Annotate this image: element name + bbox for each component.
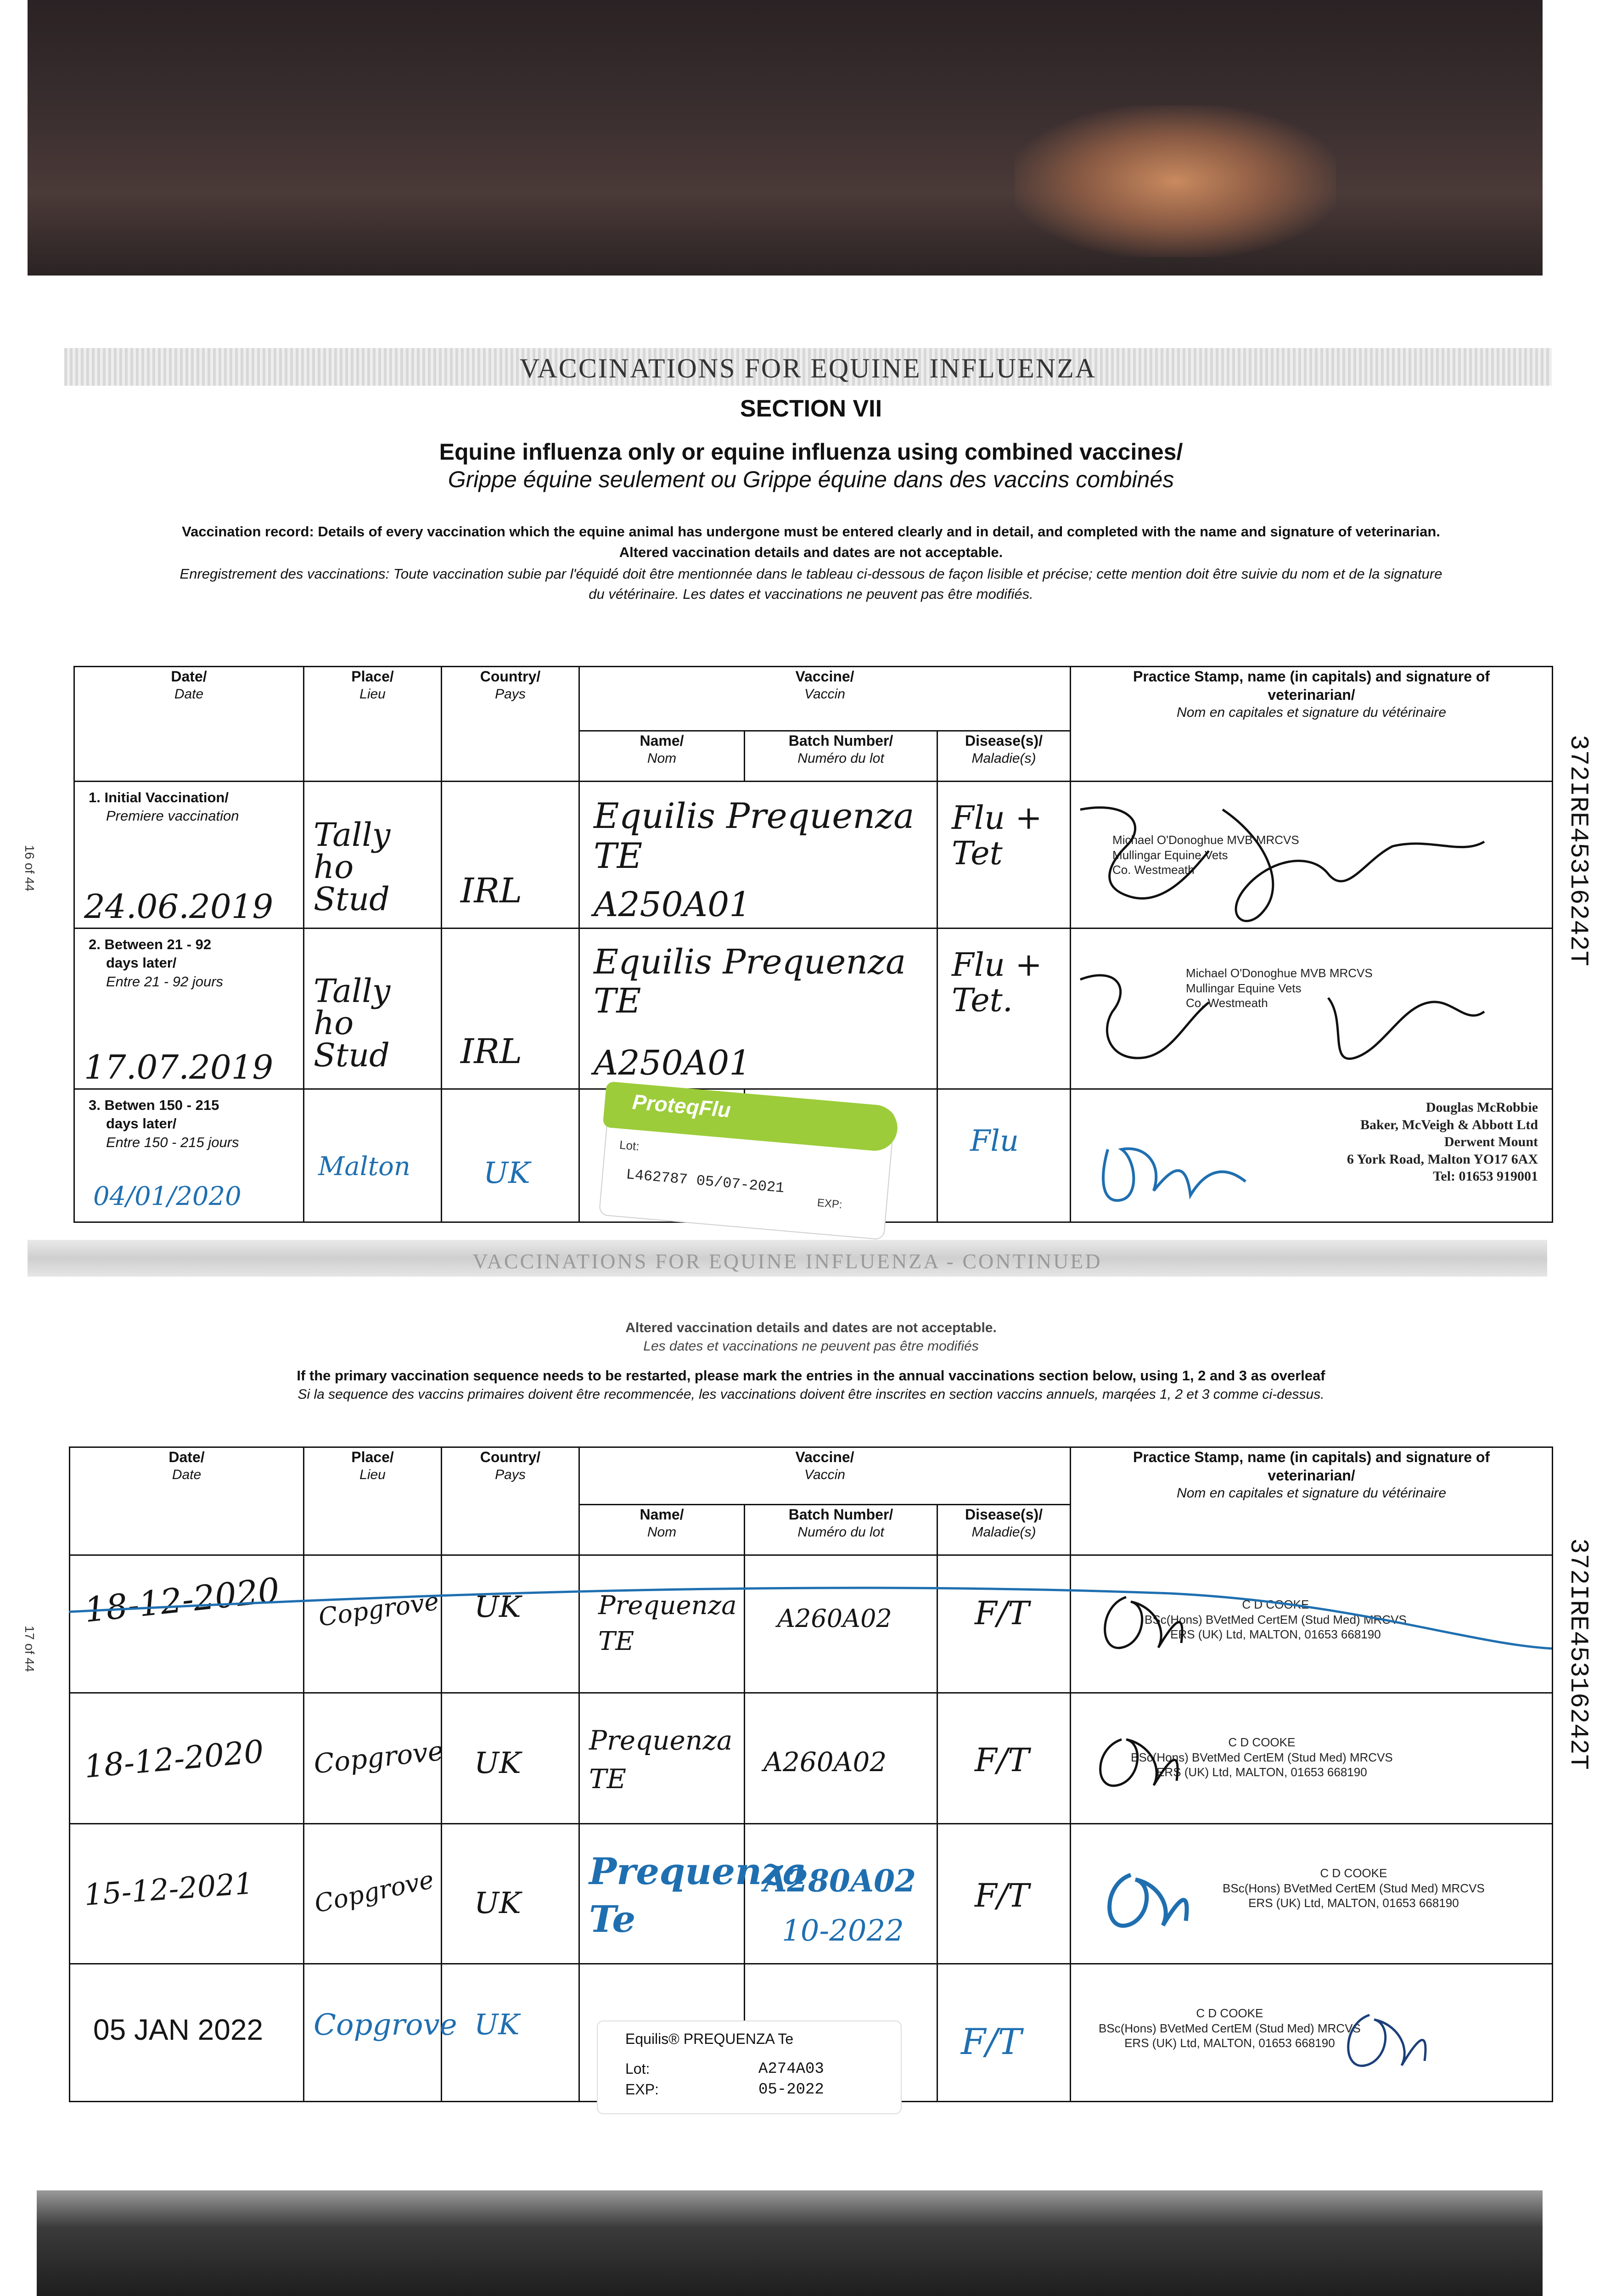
country-cell [442,1964,579,2102]
page-number-16: 16 of 44 [22,845,37,892]
place-value: Tally ho Stud [314,816,391,918]
date-value: 18-12-2020 [82,1570,281,1631]
table-row [74,929,1553,1089]
date-value: 04/01/2020 [93,1182,241,1211]
subtitle-fr: Grippe équine seulement ou Grippe équine dans des vaccins combinés [448,467,1174,492]
country-value: UK [483,1156,530,1190]
vaccine-name-cell [579,782,937,929]
disease-value: F/T [975,1741,1029,1779]
batch-value: A250A01 [594,885,751,924]
place-value: Malton [318,1152,410,1182]
header-place: Place/ Lieu [304,667,442,782]
page-number-17: 17 of 44 [22,1626,37,1672]
country-cell [442,782,579,929]
batch-cell [745,1693,937,1824]
date-value: 24.06.2019 [84,887,274,926]
batch-value: A260A02 [777,1604,892,1633]
disease-cell [937,782,1071,929]
stamp-cell [1071,929,1553,1089]
header-batch: Batch Number/ Numéro du lot [745,731,937,782]
equilis-label-sticker [597,2020,902,2114]
country-cell [442,929,579,1089]
sticker-exp-label: EXP: [816,1196,843,1211]
record-note-fr: Enregistrement des vaccinations: Toute vaccination subie par l'équidé doit être mentionnée dans le tableau ci-dessous de façon lisible et précise; cette mention doit être suivie du nom et de la signature [180,566,1442,582]
disease-value: F/T [975,1594,1029,1632]
header-disease: Disease(s)/ Maladie(s) [937,1505,1071,1555]
batch-cell [745,1824,937,1964]
header-country: Country/ Pays [442,667,579,782]
date-value: 18-12-2020 [83,1733,265,1785]
altered-note-en: Altered vaccination details and dates are not acceptable. [625,1320,997,1335]
sticker-lot-label: Lot: [619,1137,640,1154]
strike-through-line [69,1561,1552,1681]
header-stamp: Practice Stamp, name (in capitals) and signature of veterinarian/ Nom en capitales et signature du vétérinaire [1071,667,1553,782]
vaccine-name-cell [579,1824,807,1964]
vet-signature [1071,1964,1553,2102]
place-cell [304,929,442,1089]
date-cell: 3. Betwen 150 - 215 days later/ Entre 150 - 215 jours 04/01/2020 [74,1089,304,1222]
vet-signature [1071,1824,1255,1964]
date-cell [70,1824,304,1964]
vet-stamp: C D COOKE BSc(Hons) BVetMed CertEM (Stud Med) MRCVS ERS (UK) Ltd, MALTON, 01653 668190 [1223,1866,1485,1910]
date-cell [70,1964,304,2102]
vet-stamp: C D COOKE BSc(Hons) BVetMed CertEM (Stud Med) MRCVS ERS (UK) Ltd, MALTON, 01653 668190 [1145,1598,1407,1641]
annual-vaccination-table [69,1446,1553,2102]
country-value: UK [474,1886,521,1920]
disease-cell [937,1964,1071,2102]
header-batch: Batch Number/ Numéro du lot [745,1505,937,1555]
header-country: Country/ Pays [442,1447,579,1555]
header-disease: Disease(s)/ Maladie(s) [937,731,1071,782]
header-place: Place/ Lieu [304,1447,442,1555]
record-note-fr-2: du vétérinaire. Les dates et vaccinations ne peuvent pas être modifiés. [589,586,1033,602]
header-date: Date/ Date [74,667,304,782]
side-id-bottom: 372IRE45316242T [1564,1538,1593,1770]
date-value: 05 JAN 2022 [93,2013,264,2046]
table-row [74,782,1553,929]
place-cell [304,1089,442,1222]
stamp-cell [1071,1824,1553,1964]
header-name: Name/ Nom [579,731,745,782]
table-row [70,1693,1553,1824]
disease-cell [937,1693,1071,1824]
vaccine-name-value: Prequenza TE [589,1725,733,1795]
place-value: Copgrove [314,2008,457,2042]
altered-note-fr: Les dates et vaccinations ne peuvent pas être modifiés [643,1339,979,1354]
record-note-en: Vaccination record: Details of every vaccination which the equine animal has undergone must be entered clearly and in detail, and completed with the name and signature of veterinarian. [182,523,1440,540]
disease-value: Flu [970,1124,1019,1158]
disease-cell [937,1824,1071,1964]
vaccine-name-cell [579,929,937,1089]
stamp-cell [1071,782,1553,929]
date-value: 15-12-2021 [83,1867,255,1913]
country-value: UK [474,1590,521,1624]
stamp-cell [1071,1964,1553,2102]
country-value: UK [474,1746,521,1780]
place-value: Tally ho Stud [314,972,391,1074]
date-value: 17.07.2019 [84,1048,274,1086]
proteqflu-sticker [599,1085,895,1240]
place-value: Copgrove [312,1865,437,1919]
country-cell [442,1824,579,1964]
vet-stamp: Douglas McRobbie Baker, McVeigh & Abbott Ltd Derwent Mount 6 York Road, Malton YO17 6AX Tel: 01653 919001 [1347,1100,1538,1184]
vet-stamp: Michael O'Donoghue MVB MRCVS Mullingar Equine Vets Co. Westmeath [1186,966,1373,1010]
batch-value: A250A01 [594,1043,751,1083]
date-cell: 2. Between 21 - 92 days later/ Entre 21 - 92 jours 17.07.2019 [74,929,304,1089]
vaccine-name-value: Prequenza Te [589,1850,807,1941]
disease-cell [937,1089,1071,1222]
country-value: IRL [460,871,522,911]
header-vaccine: Vaccine/ Vaccin [579,1447,1071,1505]
section-banner [64,348,1552,386]
place-value: Copgrove [312,1735,445,1780]
country-value: IRL [460,1032,522,1071]
subtitle-en: Equine influenza only or equine influenza using combined vaccines/ [439,439,1183,465]
country-cell [442,1089,579,1222]
table-row [70,1824,1553,1964]
banner-title: VACCINATIONS FOR EQUINE INFLUENZA [519,353,1097,383]
stamp-cell [1071,1693,1553,1824]
stamp-cell [1071,1089,1553,1222]
header-stamp: Practice Stamp, name (in capitals) and signature of veterinarian/ Nom en capitales et signature du vétérinaire [1071,1447,1553,1555]
place-cell [304,1964,457,2102]
place-cell [304,782,442,929]
country-value: UK [474,2008,520,2041]
scan-dark-bottom-edge [37,2190,1543,2296]
label-exp-value: 05-2022 [758,2081,824,2099]
disease-cell [937,929,1071,1089]
place-cell [304,1824,442,1964]
label-exp-key: EXP: [625,2081,659,2098]
scan-glare [1015,106,1336,257]
header-date: Date/ Date [70,1447,304,1555]
vet-signature [1071,929,1553,1090]
vet-signature [1071,1694,1255,1824]
vet-stamp: C D COOKE BSc(Hons) BVetMed CertEM (Stud Med) MRCVS ERS (UK) Ltd, MALTON, 01653 668190 [1131,1735,1393,1779]
batch-exp-value: 10-2022 [782,1914,904,1948]
date-cell: 1. Initial Vaccination/ Premiere vaccination 24.06.2019 [74,782,304,929]
record-note-en-2: Altered vaccination details and dates are not acceptable. [619,544,1003,560]
restart-note-fr: Si la sequence des vaccins primaires doivent être recommencée, les vaccinations doivent être inscrites en section vaccins annuels, marqées 1, 2 et 3 comme ci-dessus. [297,1387,1325,1402]
date-cell [70,1693,304,1824]
sticker-lot-value: L462787 05/07-2021 [625,1166,785,1197]
section-title: SECTION VII [740,395,882,422]
vet-stamp: Michael O'Donoghue MVB MRCVS Mullingar Equine Vets Co. Westmeath [1112,833,1299,877]
restart-note-en: If the primary vaccination sequence needs to be restarted, please mark the entries in the annual vaccinations section below, using 1, 2 and 3 as overleaf [297,1367,1325,1384]
page-seam [28,1240,1547,1277]
disease-value: F/T [975,1877,1029,1914]
vet-signature [1071,782,1553,929]
country-cell [442,1693,579,1824]
label-lot-value: A274A03 [758,2060,824,2078]
vaccine-name-cell [579,1693,745,1824]
vaccine-name-value: Prequenza TE [598,1591,737,1657]
label-lot-key: Lot: [625,2060,650,2077]
header-name: Name/ Nom [579,1505,745,1555]
place-value: Copgrove [316,1586,441,1632]
batch-value: A260A02 [763,1746,887,1778]
disease-value: F/T [961,2021,1022,2063]
scan-dark-top-edge [28,0,1543,276]
label-title: Equilis® PREQUENZA Te [625,2031,794,2047]
sticker-brand: ProteqFlu [631,1089,732,1122]
header-vaccine: Vaccine/ Vaccin [579,667,1071,731]
place-cell [304,1693,445,1824]
vaccine-name-value: Equilis Prequenza TE [594,795,915,877]
vet-stamp: C D COOKE BSc(Hons) BVetMed CertEM (Stud Med) MRCVS ERS (UK) Ltd, MALTON, 01653 668190 [1099,2006,1361,2050]
batch-value: A280A02 [763,1863,916,1899]
vaccine-name-value: Equilis Prequenza TE [594,942,906,1021]
disease-value: Flu + Tet [952,799,1042,872]
vet-signature [1071,1090,1301,1223]
continued-header: VACCINATIONS FOR EQUINE INFLUENZA - CONTINUED [472,1249,1102,1273]
disease-value: Flu + Tet. [952,946,1042,1019]
side-id-top: 372IRE45316242T [1564,735,1593,967]
